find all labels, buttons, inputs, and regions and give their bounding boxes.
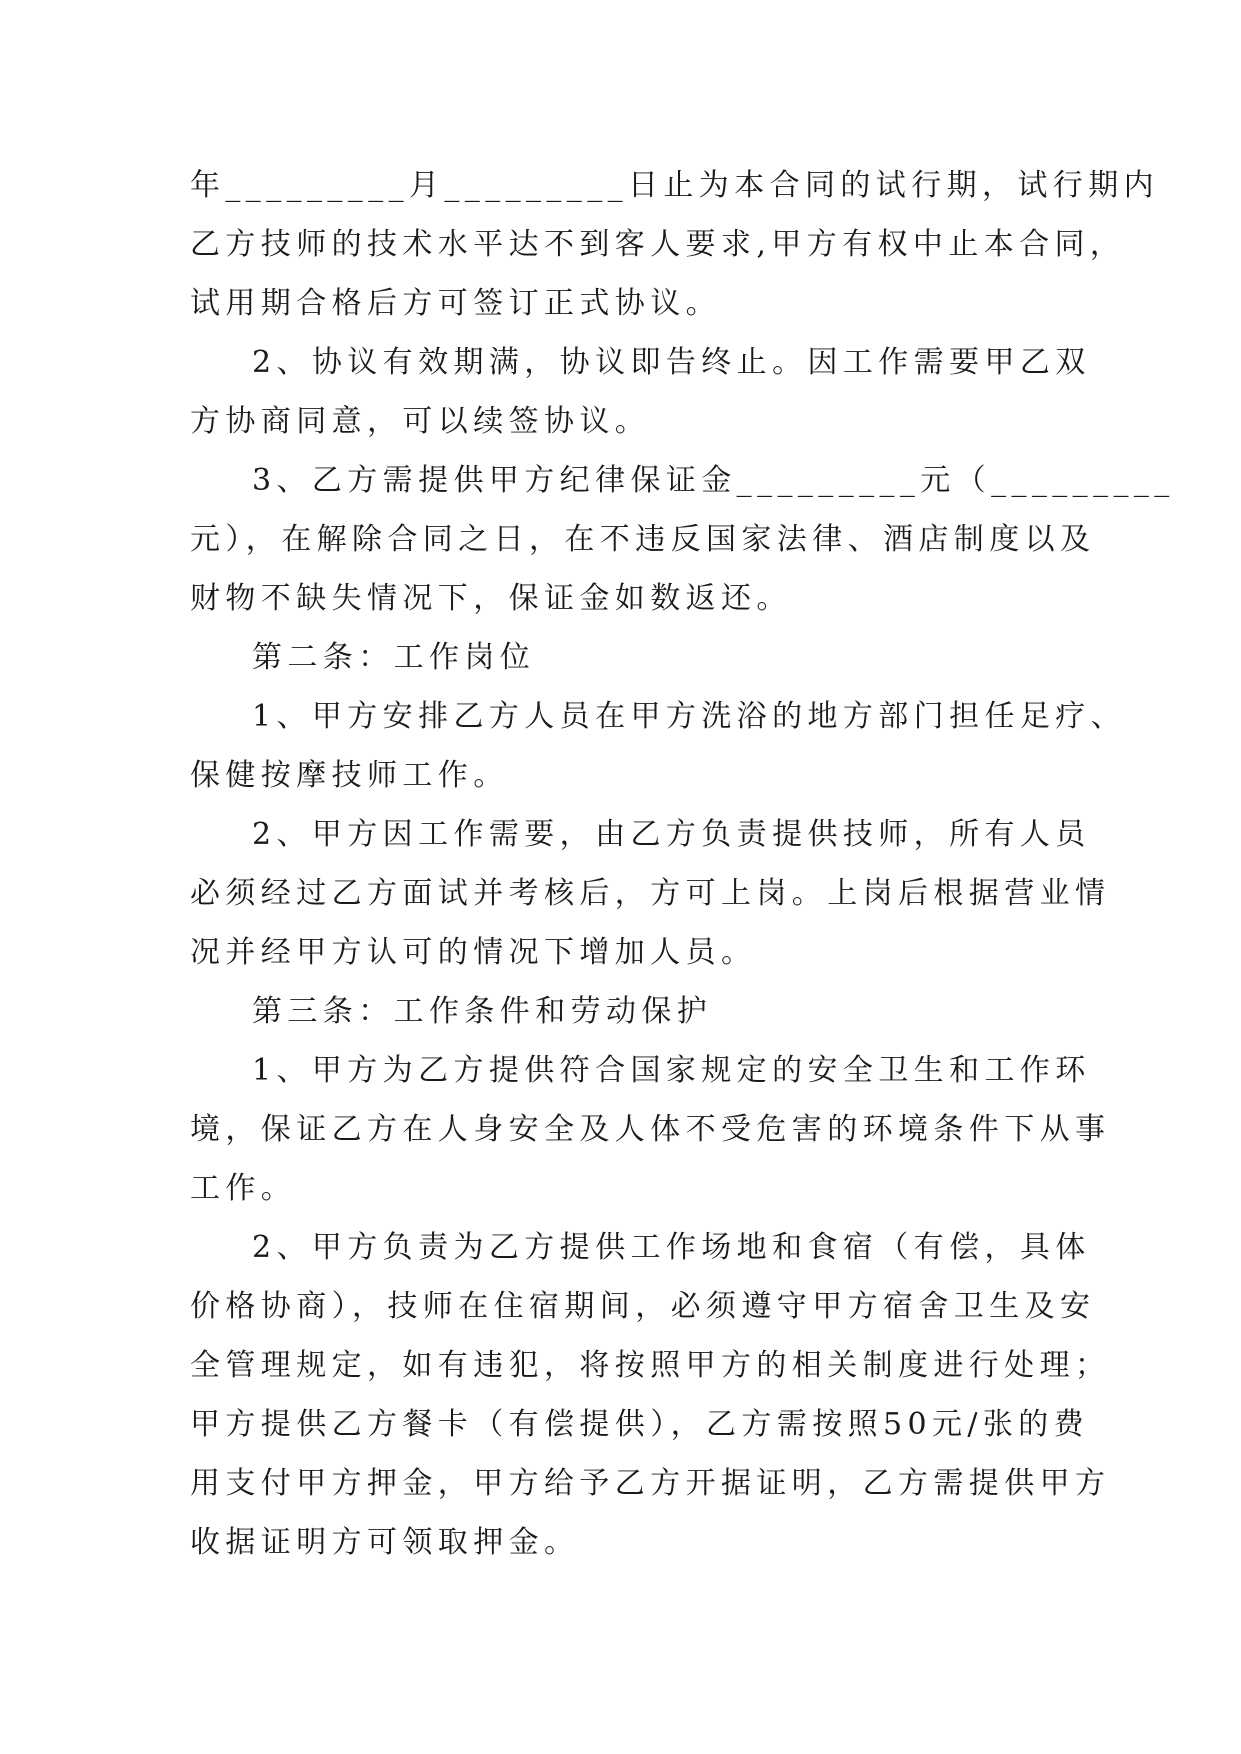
text-line: 况并经甲方认可的情况下增加人员。 [190, 935, 757, 970]
text-line: 试用期合格后方可签订正式协议。 [190, 286, 721, 321]
text-line: 价格协商），技师在住宿期间，必须遵守甲方宿舍卫生及安 [190, 1289, 1096, 1324]
text-line: 2、甲方负责为乙方提供工作场地和食宿（有偿，具体 [252, 1230, 1091, 1265]
text-line: 工作。 [190, 1171, 297, 1206]
text-line: 元），在解除合同之日，在不违反国家法律、酒店制度以及 [190, 522, 1096, 557]
text-line: 境，保证乙方在人身安全及人体不受危害的环境条件下从事 [190, 1112, 1111, 1147]
text-line: 保健按摩技师工作。 [190, 758, 509, 793]
text-line: 2、甲方因工作需要，由乙方负责提供技师，所有人员 [252, 817, 1091, 852]
text-line: 2、协议有效期满，协议即告终止。因工作需要甲乙双 [252, 345, 1091, 380]
text-line: 1、甲方为乙方提供符合国家规定的安全卫生和工作环 [252, 1053, 1091, 1088]
text-line: 收据证明方可领取押金。 [190, 1525, 580, 1560]
section-heading: 第三条：工作条件和劳动保护 [252, 994, 713, 1029]
text-line: 财物不缺失情况下，保证金如数返还。 [190, 581, 792, 616]
text-line: 1、甲方安排乙方人员在甲方洗浴的地方部门担任足疗、 [252, 699, 1127, 734]
text-line: 3、乙方需提供甲方纪律保证金_________元（_________ [252, 463, 1175, 498]
text-line: 必须经过乙方面试并考核后，方可上岗。上岗后根据营业情 [190, 876, 1111, 911]
text-line: 全管理规定，如有违犯，将按照甲方的相关制度进行处理； [190, 1348, 1111, 1383]
text-line: 乙方技师的技术水平达不到客人要求,甲方有权中止本合同， [190, 227, 1126, 262]
section-heading: 第二条：工作岗位 [252, 640, 536, 675]
text-line: 用支付甲方押金，甲方给予乙方开据证明，乙方需提供甲方 [190, 1466, 1111, 1501]
text-line: 甲方提供乙方餐卡（有偿提供），乙方需按照50元/张的费 [190, 1407, 1090, 1442]
text-line: 年_________月_________日止为本合同的试行期，试行期内 [190, 168, 1159, 203]
text-line: 方协商同意，可以续签协议。 [190, 404, 651, 439]
